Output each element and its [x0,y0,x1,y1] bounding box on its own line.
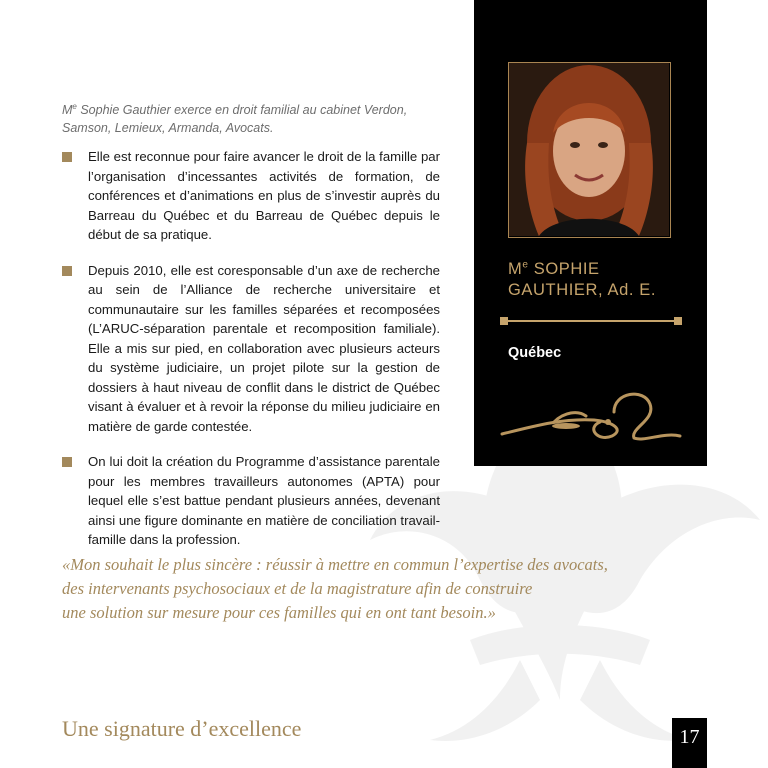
gold-divider [500,314,682,328]
list-item [62,261,440,437]
intro-prefix: M [62,103,73,118]
profile-city: Québec [508,345,562,361]
intro-body: Sophie Gauthier exerce en droit familial au cabinet Verdon, Samson, Lemieux, Armanda, Avocats. [62,103,408,136]
bullet-text: Elle est reconnue pour faire avancer le droit de la famille par l’organisation d’incessantes activités de formation, de conférences et d’animations en plus de s’investir auprès du Barreau du Québec et du Barreau de Québec depuis le début de sa pratique. [88,149,440,242]
page-number: 17 [672,718,707,768]
intro-text [62,98,452,137]
profile-name-line1: SOPHIE [528,260,600,278]
list-item [62,452,440,550]
square-bullet-icon [62,152,72,162]
profile-panel [474,0,707,466]
profile-name [508,259,698,301]
bullet-text: Depuis 2010, elle est coresponsable d’un axe de recherche au sein de l’Alliance de recherche universitaire et communautaire sur les familles séparées et recomposées (L’ARUC-séparation parentale et recomposition familiale). Elle a mis sur pied, en collaboration avec plusieurs acteurs du système judiciaire, un projet pilote sur la gestion de dossiers à haut niveau de conflit dans le district de Québec visant à évaluer et à revoir la réponse du milieu judiciaire en matière de garde contestée. [88,262,440,434]
list-item [62,147,440,245]
portrait-photo [508,62,671,238]
square-bullet-icon [62,266,72,276]
intro-prefix-sup: e [72,102,77,111]
quote [62,553,702,625]
quote-line: «Mon souhait le plus sincère : réussir à mettre en commun l’expertise des avocats, [62,555,608,574]
profile-prefix-sup: e [522,259,529,271]
footer-title: Une signature d’excellence [62,716,302,741]
profile-name-line2: GAUTHIER, Ad. E. [508,281,657,299]
bullet-list [62,147,440,566]
quote-line: une solution sur mesure pour ces familles qui en ont tant besoin.» [62,603,496,622]
square-bullet-icon [62,457,72,467]
flourish-ornament-icon [494,382,690,446]
quote-line: des intervenants psychosociaux et de la magistrature afin de construire [62,579,533,598]
profile-prefix: M [508,260,523,278]
bullet-text: On lui doit la création du Programme d’assistance parentale pour les membres travailleurs autonomes (APTA) pour lequel elle s’est battue pendant plusieurs années, devenant ainsi une figure dominante en matière de conciliation travail-famille dans la profession. [88,454,440,547]
